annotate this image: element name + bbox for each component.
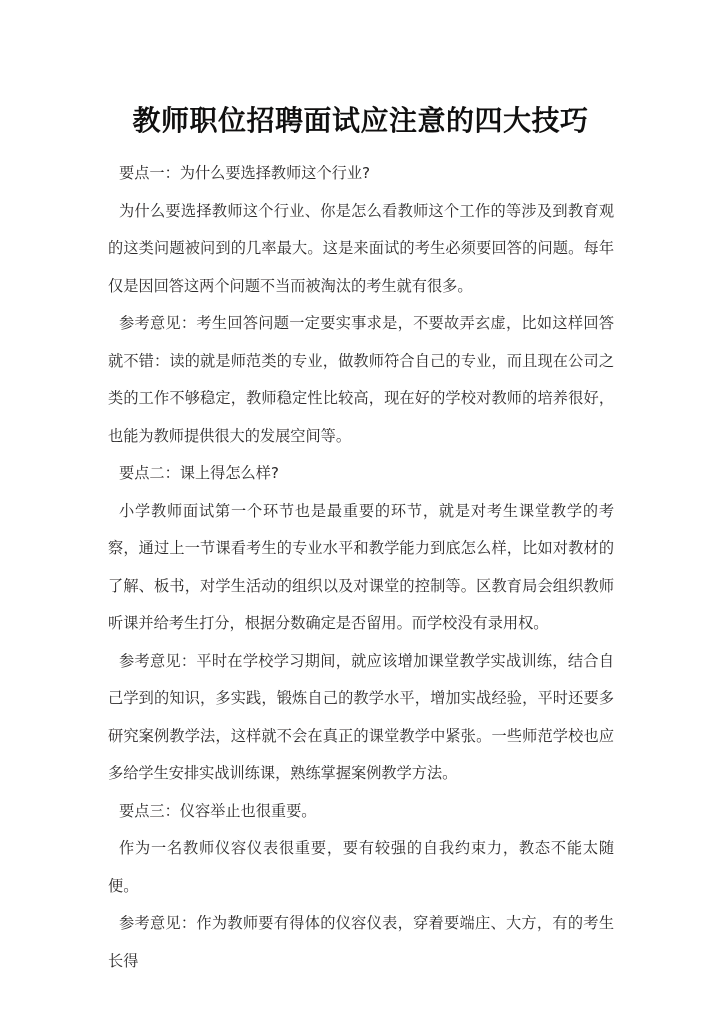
section-heading: 要点一：为什么要选择教师这个行业? <box>119 164 371 182</box>
section-heading: 要点三：仪容举止也很重要。 <box>119 801 317 820</box>
document-body <box>108 155 614 980</box>
page-title: 教师职位招聘面试应注意的四大技巧 <box>132 103 589 137</box>
section-heading: 要点二：课上得怎么样? <box>119 464 279 482</box>
body-paragraph: 作为一名教师仪容仪表很重要，要有较强的自我约束力，教态不能太随便。 <box>108 839 614 895</box>
body-paragraph: 为什么要选择教师这个行业、你是怎么看教师这个工作的等涉及到教育观的这类问题被问到的几率最大。这是来面试的考生必须要回答的问题。每年仅是因回答这两个问题不当而被淘汰的考生就有很多。 <box>108 201 614 295</box>
body-paragraph: 小学教师面试第一个环节也是最重要的环节，就是对考生课堂教学的考察，通过上一节课看考生的专业水平和教学能力到底怎么样，比如对教材的了解、板书，对学生活动的组织以及对课堂的控制等。区教育局会组织教师听课并给考生打分，根据分数确定是否留用。而学校没有录用权。 <box>108 501 614 632</box>
body-paragraph: 参考意见：平时在学校学习期间，就应该增加课堂教学实战训练，结合自己学到的知识，多实践，锻炼自己的教学水平，增加实战经验，平时还要多研究案例教学法，这样就不会在真正的课堂教学中紧张。一些师范学校也应多给学生安排实战训练课，熟练掌握案例教学方法。 <box>108 651 614 782</box>
body-paragraph: 参考意见：作为教师要有得体的仪容仪表，穿着要端庄、大方，有的考生长得 <box>108 914 614 970</box>
body-paragraph: 参考意见：考生回答问题一定要实事求是，不要故弄玄虚，比如这样回答就不错：读的就是师范类的专业，做教师符合自己的专业，而且现在公司之类的工作不够稳定，教师稳定性比较高，现在好的学校对教师的培养很好，也能为教师提供很大的发展空间等。 <box>108 314 614 445</box>
